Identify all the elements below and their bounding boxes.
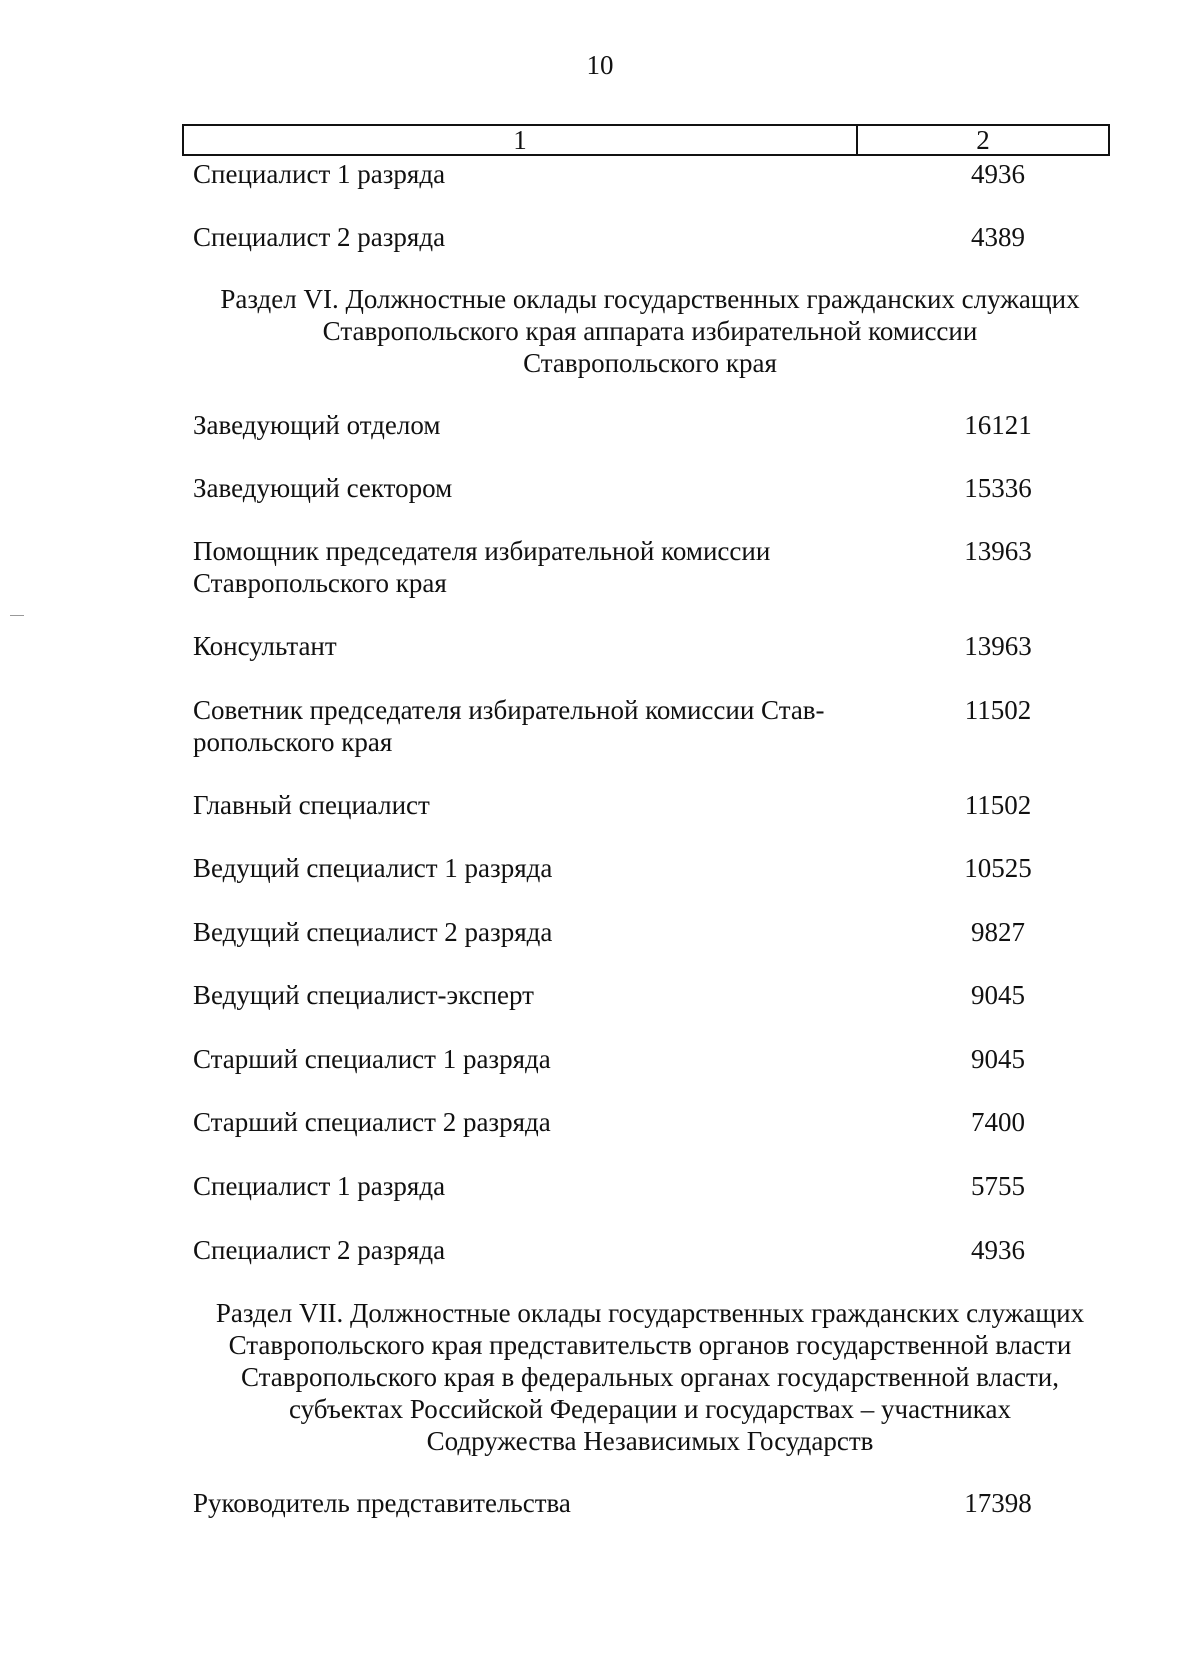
salary-value: 17398: [964, 1488, 1032, 1518]
position-label: Помощник председателя избирательной комиссии Ставропольского края: [193, 536, 771, 598]
position-label: Руководитель представительства: [193, 1488, 571, 1518]
position-label: Заведующий сектором: [193, 473, 453, 503]
section-title-line: Ставропольского края представительств органов государственной власти: [228, 1330, 1072, 1360]
salary-value: 16121: [964, 410, 1032, 440]
section-title-line: Ставропольского края: [523, 348, 777, 378]
salary-value: 5755: [971, 1171, 1025, 1201]
table-header-col1: 1: [184, 126, 858, 154]
section-title: [150, 1297, 1150, 1457]
salary-value: 13963: [964, 631, 1032, 661]
position-label: Старший специалист 2 разряда: [193, 1107, 551, 1137]
salary-value: 11502: [964, 790, 1032, 820]
section-title-line: Раздел VII. Должностные оклады государственных гражданских служащих: [215, 1298, 1085, 1328]
section-title-line: Раздел VI. Должностные оклады государственных гражданских служащих: [220, 284, 1080, 314]
position-label: Ведущий специалист 2 разряда: [193, 917, 553, 947]
salary-value: 4936: [971, 1235, 1025, 1265]
section-title: [150, 283, 1150, 379]
salary-value: 9045: [971, 1044, 1025, 1074]
position-label: Специалист 2 разряда: [193, 222, 446, 252]
position-label: Ведущий специалист-эксперт: [193, 980, 534, 1010]
position-label: Старший специалист 1 разряда: [193, 1044, 551, 1074]
section-title-line: Содружества Независимых Государств: [426, 1426, 874, 1456]
position-label: Главный специалист: [193, 790, 430, 820]
salary-value: 9827: [971, 917, 1025, 947]
scan-edge-mark: [10, 615, 24, 616]
position-label: Заведующий отделом: [193, 410, 441, 440]
section-title-line: субъектах Российской Федерации и государствах – участниках: [289, 1394, 1011, 1424]
salary-value: 11502: [964, 695, 1032, 725]
page-number: 10: [586, 50, 614, 80]
position-label: Консультант: [193, 631, 337, 661]
salary-value: 4389: [971, 222, 1025, 252]
position-label: Специалист 1 разряда: [193, 1171, 446, 1201]
section-title-line: Ставропольского края в федеральных органах государственной власти,: [241, 1362, 1059, 1392]
table-header: [182, 124, 1110, 156]
table-header-col2: 2: [976, 125, 990, 155]
salary-value: 7400: [971, 1107, 1025, 1137]
position-label: Специалист 2 разряда: [193, 1235, 446, 1265]
salary-value: 10525: [964, 853, 1032, 883]
salary-value: 13963: [964, 536, 1032, 566]
salary-value: 4936: [971, 159, 1025, 189]
section-title-line: Ставропольского края аппарата избирательной комиссии: [322, 316, 978, 346]
position-label: Советник председателя избирательной комиссии Став- ропольского края: [193, 695, 825, 757]
salary-value: 9045: [971, 980, 1025, 1010]
salary-value: 15336: [964, 473, 1032, 503]
position-label: Ведущий специалист 1 разряда: [193, 853, 553, 883]
position-label: Специалист 1 разряда: [193, 159, 446, 189]
